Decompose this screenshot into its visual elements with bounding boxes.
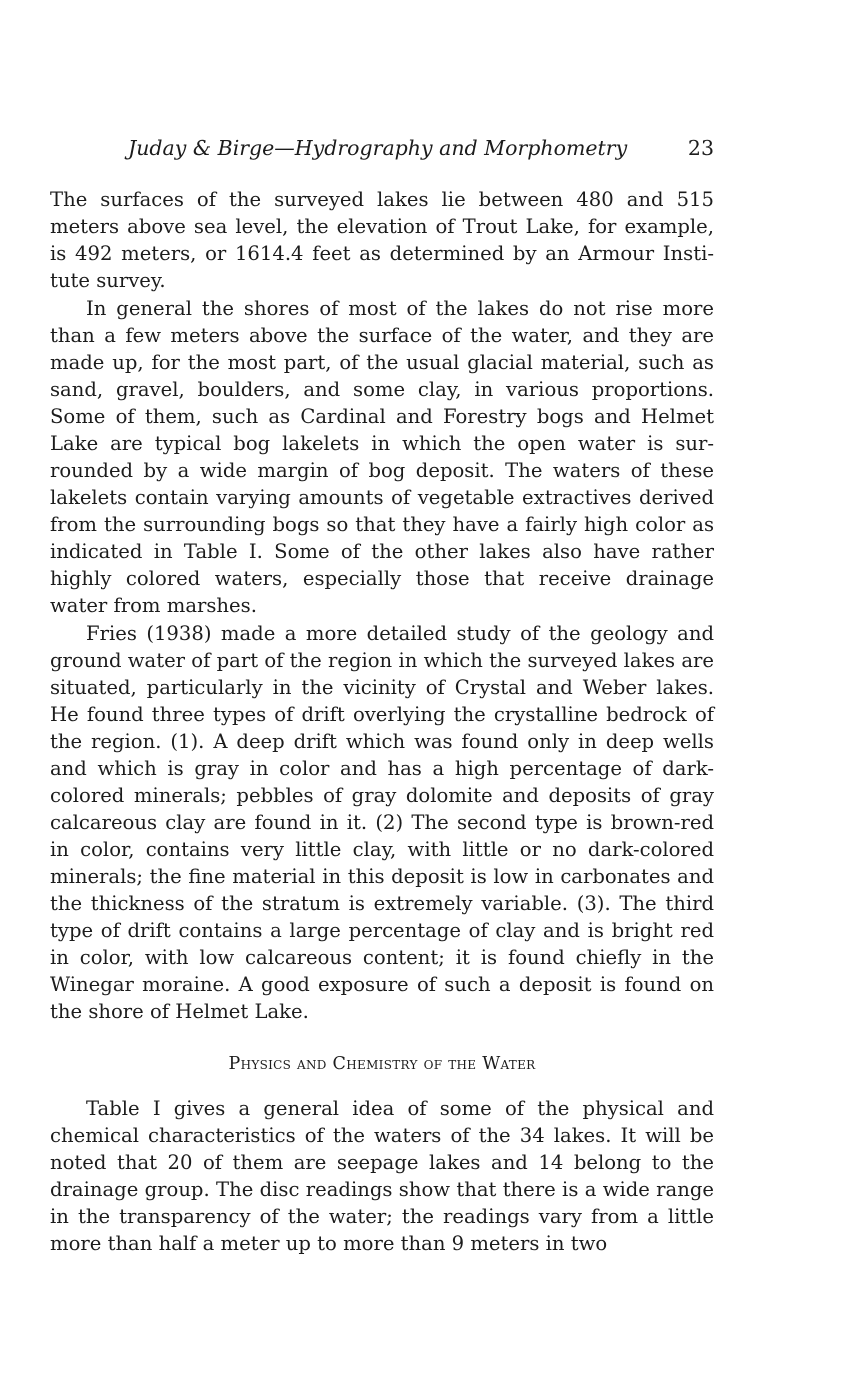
paragraph-elevation: The surfaces of the surveyed lakes lie between 480 and 515 meters above sea level, the elevation of Trout Lake, for example, is 492 meters, or 1614.4 feet as determined by an Armour Institute survey.	[50, 188, 714, 292]
section-heading: Physics and Chemistry of the Water	[228, 1054, 536, 1074]
paragraph-shores: In general the shores of most of the lakes do not rise more than a few meters above the surface of the water, and they are made up, for the most part, of the usual glacial material, such as sand, gravel, boulders, and some clay, in various proportions. Some of them, such as Cardinal and Forestry bogs and Helmet Lake are typical bog lakelets in which the open water is surrounded by a wide margin of bog deposit. The waters of these lakelets contain varying amounts of vegetable extractives derived from the surrounding bogs so that they have a fairly high color as indicated in Table I. Some of the other lakes also have rather highly colored waters, especially those that receive drainage water from marshes.	[50, 297, 714, 617]
page	[50, 132, 714, 1257]
body-text	[50, 186, 714, 1257]
running-title: Juday & Birge—Hydrography and Morphometry	[128, 136, 628, 160]
page-number: 23	[687, 136, 714, 160]
running-head	[50, 132, 714, 164]
paragraph-table-intro: Table I gives a general idea of some of the physical and chemical characteristics of the waters of the 34 lakes. It will be noted that 20 of them are seepage lakes and 14 belong to the drainage group. The disc readings show that there is a wide range in the transparency of the water; the readings vary from a little more than half a meter up to more than 9 meters in two	[50, 1097, 714, 1255]
paragraph-geology: Fries (1938) made a more detailed study of the geology and ground water of part of the region in which the surveyed lakes are situated, particularly in the vicinity of Crystal and Weber lakes. He found three types of drift overlying the crystalline bedrock of the region. (1). A deep drift which was found only in deep wells and which is gray in color and has a high percentage of dark-colored minerals; pebbles of gray dolomite and deposits of gray calcareous clay are found in it. (2) The second type is brown-red in color, contains very little clay, with little or no dark-colored minerals; the fine material in this deposit is low in carbonates and the thickness of the stratum is extremely variable. (3). The third type of drift contains a large percentage of clay and is bright red in color, with low calcareous content; it is found chiefly in the Winegar moraine. A good exposure of such a deposit is found on the shore of Helmet Lake.	[50, 622, 714, 1023]
